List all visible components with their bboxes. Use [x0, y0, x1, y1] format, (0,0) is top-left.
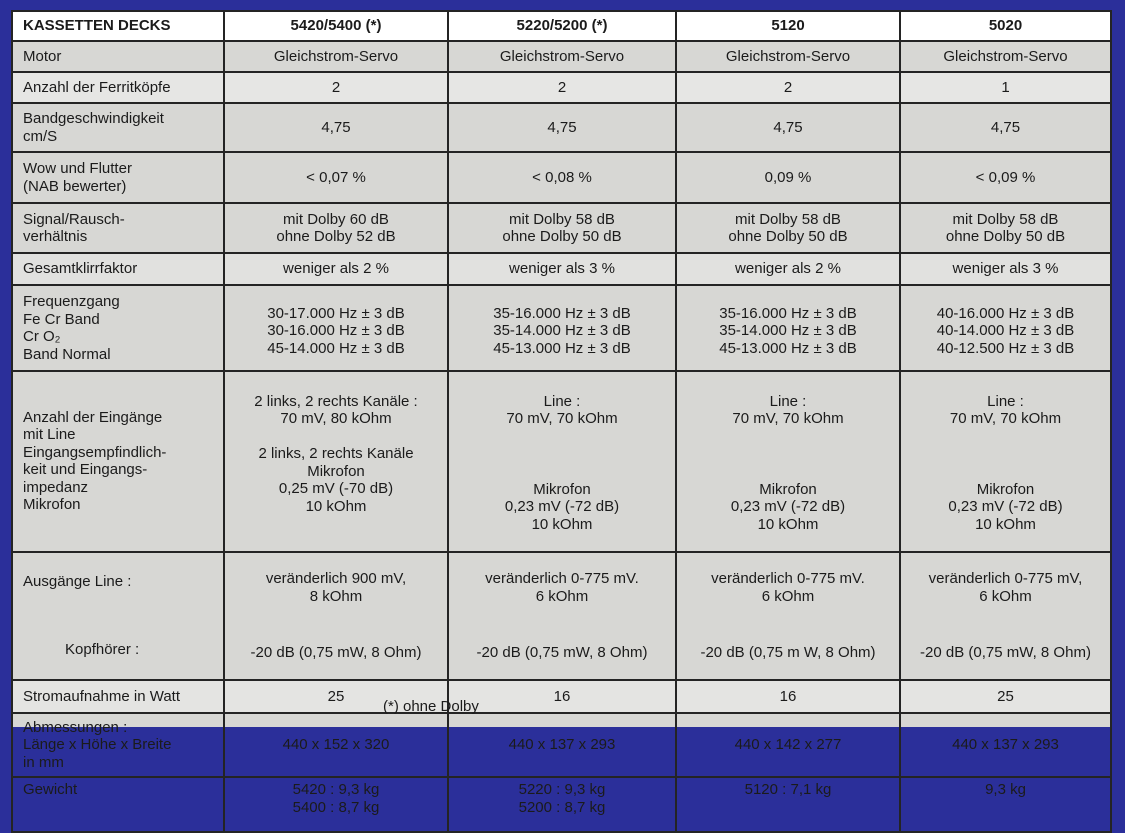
cell-value	[676, 285, 900, 371]
cell-value: 440 x 137 x 293	[900, 713, 1111, 777]
cell-text-line: 2 links, 2 rechts Kanäle : 70 mV, 80 kOhm	[254, 392, 418, 427]
header-row	[12, 11, 1111, 41]
cell-value: 440 x 142 x 277	[676, 713, 900, 777]
row-label: Gewicht	[12, 777, 224, 832]
cell-text: 35-16.000 Hz ± 3 dB 35-14.000 Hz ± 3 dB 45-13.000 Hz ± 3 dB	[493, 304, 631, 357]
row-klirrfaktor	[12, 253, 1111, 285]
cell-value: Gleichstrom-Servo	[676, 41, 900, 72]
cell-text: 40-16.000 Hz ± 3 dB 40-14.000 Hz ± 3 dB 40-12.500 Hz ± 3 dB	[936, 304, 1075, 357]
header-cell-model: 5020	[900, 11, 1111, 41]
cell-value: < 0,07 %	[224, 152, 448, 203]
row-ferrit	[12, 72, 1111, 103]
cell-text-line: veränderlich 0-775 mV. 6 kOhm	[711, 570, 865, 605]
cell-value	[900, 371, 1111, 552]
spec-table	[11, 10, 1112, 833]
cell-value: 2	[676, 72, 900, 103]
cell-value: 4,75	[224, 103, 448, 152]
cell-value: Gleichstrom-Servo	[224, 41, 448, 72]
cell-value	[224, 552, 448, 681]
cell-value: 2	[448, 72, 676, 103]
row-label: Stromaufnahme in Watt	[12, 680, 224, 713]
cell-value: Gleichstrom-Servo	[448, 41, 676, 72]
row-label: Anzahl der Eingänge mit Line Eingangsempfindlich- keit und Eingangs- impedanz Mikrofon	[12, 371, 224, 552]
cell-value	[224, 371, 448, 552]
cell-value	[900, 552, 1111, 681]
spec-table-frame	[11, 10, 1110, 816]
cell-value	[676, 552, 900, 681]
cell-text-kopf: -20 dB (0,75 m W, 8 Ohm)	[700, 644, 876, 661]
label-kopfhoerer: Kopfhörer :	[65, 641, 140, 659]
cell-value: 25	[900, 680, 1111, 713]
cell-value	[448, 371, 676, 552]
row-ausgaenge	[12, 552, 1111, 681]
cell-value: 5220 : 9,3 kg 5200 : 8,7 kg	[448, 777, 676, 832]
cell-value: 440 x 137 x 293	[448, 713, 676, 777]
header-cell-model: 5420/5400 (*)	[224, 11, 448, 41]
cell-value: 16	[676, 680, 900, 713]
cell-text-kopf: -20 dB (0,75 mW, 8 Ohm)	[476, 644, 648, 661]
cell-value: 2	[224, 72, 448, 103]
row-label: Gesamtklirrfaktor	[12, 253, 224, 285]
cell-value: 1	[900, 72, 1111, 103]
cell-value: 25	[224, 680, 448, 713]
row-stromaufnahme	[12, 680, 1111, 713]
cell-value: weniger als 3 %	[900, 253, 1111, 285]
cell-value	[448, 285, 676, 371]
cell-value: 4,75	[448, 103, 676, 152]
footnote: (*) ohne Dolby	[383, 698, 479, 715]
cell-value	[900, 285, 1111, 371]
cell-value: < 0,08 %	[448, 152, 676, 203]
cell-value: 4,75	[900, 103, 1111, 152]
row-eingaenge	[12, 371, 1111, 552]
cell-text-mic: Mikrofon 0,23 mV (-72 dB) 10 kOhm	[730, 480, 846, 533]
cell-text-mic: Mikrofon 0,23 mV (-72 dB) 10 kOhm	[948, 480, 1063, 533]
row-label: Signal/Rausch- verhältnis	[12, 203, 224, 253]
cell-value: 4,75	[676, 103, 900, 152]
row-bandgeschwindigkeit	[12, 103, 1111, 152]
cell-value: mit Dolby 58 dB ohne Dolby 50 dB	[900, 203, 1111, 253]
cell-value	[224, 285, 448, 371]
cell-text-kopf: -20 dB (0,75 mW, 8 Ohm)	[250, 644, 422, 661]
row-motor	[12, 41, 1111, 72]
cell-value: mit Dolby 60 dB ohne Dolby 52 dB	[224, 203, 448, 253]
cell-value: 440 x 152 x 320	[224, 713, 448, 777]
row-label: Motor	[12, 41, 224, 72]
header-cell-model: 5220/5200 (*)	[448, 11, 676, 41]
cell-text-line: Line : 70 mV, 70 kOhm	[506, 392, 618, 427]
cell-text-line: veränderlich 0-775 mV, 6 kOhm	[928, 570, 1083, 605]
cell-text-mic: Mikrofon 0,23 mV (-72 dB) 10 kOhm	[504, 480, 620, 533]
row-abmessungen	[12, 713, 1111, 777]
cell-value: < 0,09 %	[900, 152, 1111, 203]
cell-text-line: veränderlich 900 mV, 8 kOhm	[265, 570, 407, 605]
cell-value: Gleichstrom-Servo	[900, 41, 1111, 72]
cell-text-line: veränderlich 0-775 mV. 6 kOhm	[485, 570, 639, 605]
cell-value: mit Dolby 58 dB ohne Dolby 50 dB	[448, 203, 676, 253]
cell-text-kopf: -20 dB (0,75 mW, 8 Ohm)	[920, 644, 1091, 661]
cell-text-line: Line : 70 mV, 70 kOhm	[949, 392, 1062, 427]
label-line: Ausgänge Line :	[23, 572, 132, 590]
row-label	[12, 552, 224, 681]
cell-value: 5120 : 7,1 kg	[676, 777, 900, 832]
row-signal-rausch	[12, 203, 1111, 253]
cell-text-line: Line : 70 mV, 70 kOhm	[732, 392, 844, 427]
row-label: Anzahl der Ferritköpfe	[12, 72, 224, 103]
cell-value	[676, 371, 900, 552]
row-frequenzgang	[12, 285, 1111, 371]
cell-value: 0,09 %	[676, 152, 900, 203]
row-gewicht	[12, 777, 1111, 832]
cell-value: 9,3 kg	[900, 777, 1111, 832]
row-label: Bandgeschwindigkeit cm/S	[12, 103, 224, 152]
cell-value: weniger als 2 %	[224, 253, 448, 285]
cell-value: 5420 : 9,3 kg 5400 : 8,7 kg	[224, 777, 448, 832]
cell-value: mit Dolby 58 dB ohne Dolby 50 dB	[676, 203, 900, 253]
cell-value	[448, 552, 676, 681]
row-label: Frequenzgang Fe Cr Band Cr O₂ Band Normal	[12, 285, 224, 371]
cell-value: 16	[448, 680, 676, 713]
cell-value: weniger als 3 %	[448, 253, 676, 285]
header-cell-model: 5120	[676, 11, 900, 41]
row-wow-flutter	[12, 152, 1111, 203]
cell-text: 35-16.000 Hz ± 3 dB 35-14.000 Hz ± 3 dB 45-13.000 Hz ± 3 dB	[719, 304, 857, 357]
header-cell-title: KASSETTEN DECKS	[12, 11, 224, 41]
cell-value: weniger als 2 %	[676, 253, 900, 285]
cell-text-mic: 2 links, 2 rechts Kanäle Mikrofon 0,25 mV (-70 dB) 10 kOhm	[258, 445, 414, 515]
row-label: Abmessungen : Länge x Höhe x Breite in mm	[12, 713, 224, 777]
cell-text: 30-17.000 Hz ± 3 dB 30-16.000 Hz ± 3 dB 45-14.000 Hz ± 3 dB	[267, 304, 405, 357]
row-label: Wow und Flutter (NAB bewerter)	[12, 152, 224, 203]
